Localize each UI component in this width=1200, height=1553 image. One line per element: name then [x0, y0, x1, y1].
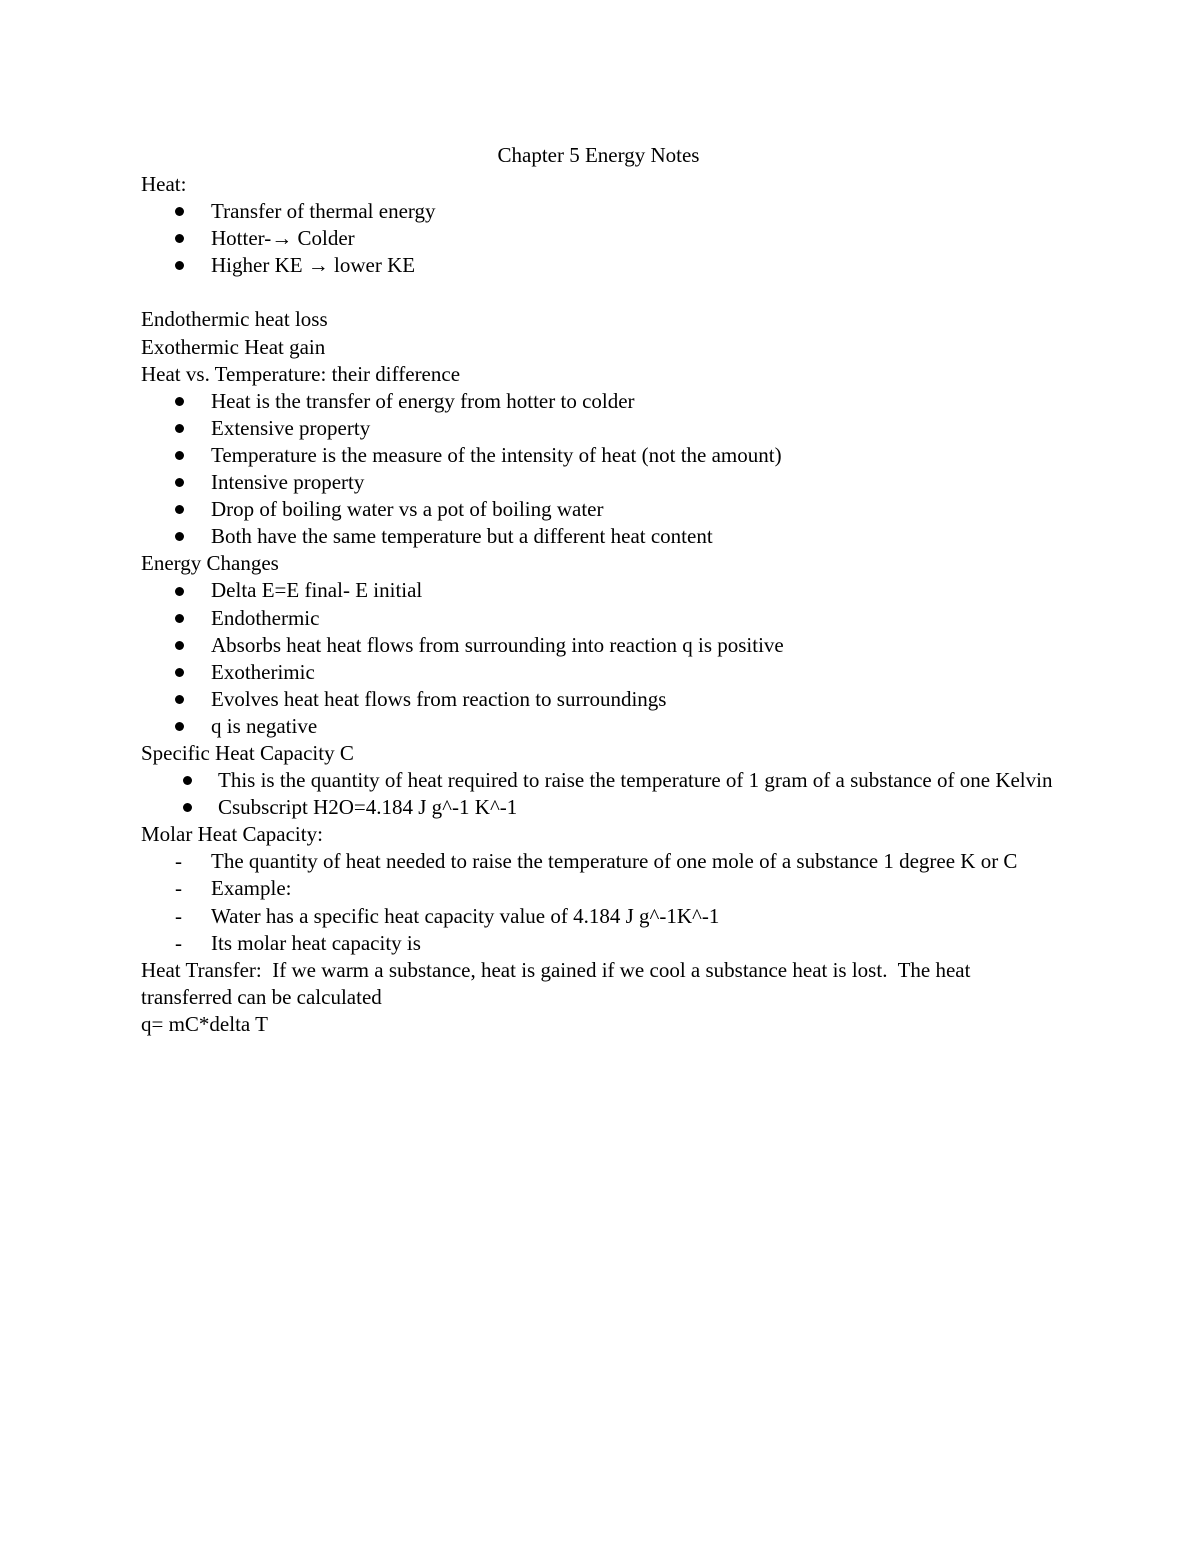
list-item	[141, 767, 1061, 794]
list-item	[141, 496, 1061, 523]
list-item-text: Extensive property	[211, 415, 371, 440]
bullet-icon	[175, 198, 195, 225]
list-item-text: Transfer of thermal energy	[211, 199, 436, 224]
list-item	[141, 686, 1061, 713]
list-item-text: Endothermic	[211, 605, 320, 630]
list-item-text: Evolves heat heat flows from reaction to surroundings	[211, 686, 667, 711]
list-item-text: Drop of boiling water vs a pot of boiling water	[211, 497, 604, 522]
specific-heat-heading: Specific Heat Capacity C	[141, 740, 354, 765]
bullet-icon	[175, 225, 195, 252]
list-item-text: Delta E=E final- E initial	[211, 578, 423, 603]
heat-vs-temperature-heading: Heat vs. Temperature: their difference	[141, 361, 461, 386]
bullet-icon	[175, 523, 195, 550]
heat-vs-temperature-list	[141, 388, 1061, 551]
bullet-icon	[183, 767, 203, 794]
list-item-text: Csubscript H2O=4.184 J g^-1 K^-1	[218, 795, 518, 820]
bullet-icon	[175, 442, 195, 469]
list-item-text: Intensive property	[211, 470, 365, 495]
bullet-icon	[175, 577, 195, 604]
list-item-text: This is the quantity of heat required to raise the temperature of 1 gram of a substance of one Kelvin	[218, 768, 1053, 793]
bullet-icon	[175, 415, 195, 442]
list-item-text: q is negative	[211, 713, 318, 738]
heat-heading: Heat:	[141, 172, 187, 196]
exothermic-line: Exothermic Heat gain	[141, 334, 326, 359]
list-item-text: Heat is the transfer of energy from hotter to colder	[211, 388, 635, 413]
list-item	[141, 252, 1061, 279]
heat-list	[141, 198, 1061, 279]
list-item	[141, 198, 1061, 225]
bullet-icon	[175, 659, 195, 686]
list-item-text: Absorbs heat heat flows from surrounding into reaction q is positive	[211, 632, 784, 657]
list-item	[141, 930, 1061, 957]
list-item	[141, 469, 1061, 496]
bullet-icon	[175, 632, 195, 659]
dash-marker: -	[175, 849, 182, 874]
list-item-text: Both have the same temperature but a different heat content	[211, 524, 713, 549]
list-item	[141, 632, 1061, 659]
list-item	[141, 225, 1061, 252]
list-item-text: The quantity of heat needed to raise the temperature of one mole of a substance 1 degree K or C	[211, 849, 1018, 874]
heat-transfer-paragraph: Heat Transfer: If we warm a substance, heat is gained if we cool a substance heat is lost. The heat transferred can be calculated	[141, 957, 976, 1009]
list-item	[141, 713, 1061, 740]
list-item-text: Water has a specific heat capacity value of 4.184 J g^-1K^-1	[211, 903, 720, 928]
list-item	[141, 875, 1061, 902]
bullet-icon	[175, 605, 195, 632]
dash-marker: -	[175, 876, 182, 901]
dash-marker: -	[175, 903, 182, 928]
bullet-icon	[175, 252, 195, 279]
bullet-icon	[183, 794, 203, 821]
molar-heat-list	[141, 848, 1061, 956]
list-item	[141, 903, 1061, 930]
list-item	[141, 848, 1061, 875]
list-item	[141, 577, 1061, 604]
list-item	[141, 415, 1061, 442]
energy-changes-heading: Energy Changes	[141, 551, 279, 576]
list-item	[141, 794, 1061, 821]
page-title: Chapter 5 Energy Notes	[497, 143, 700, 167]
blank-line	[141, 279, 1061, 306]
bullet-icon	[175, 713, 195, 740]
list-item-text: Temperature is the measure of the intensity of heat (not the amount)	[211, 442, 782, 467]
heat-transfer-formula: q= mC*delta T	[141, 1011, 268, 1036]
list-item-text: Example:	[211, 876, 292, 901]
document-page	[141, 140, 1061, 1038]
molar-heat-heading: Molar Heat Capacity:	[141, 822, 323, 847]
energy-changes-list	[141, 577, 1061, 740]
endothermic-line: Endothermic heat loss	[141, 307, 328, 332]
specific-heat-list	[141, 767, 1061, 821]
bullet-icon	[175, 686, 195, 713]
list-item-text: Exotherimic	[211, 659, 315, 684]
list-item	[141, 442, 1061, 469]
bullet-icon	[175, 496, 195, 523]
list-item	[141, 388, 1061, 415]
list-item-text: Hotter-→ Colder	[211, 226, 355, 251]
list-item-text: Its molar heat capacity is	[211, 930, 421, 955]
dash-marker: -	[175, 930, 182, 955]
list-item	[141, 659, 1061, 686]
bullet-icon	[175, 469, 195, 496]
list-item	[141, 523, 1061, 550]
bullet-icon	[175, 388, 195, 415]
list-item-text: Higher KE → lower KE	[211, 253, 416, 278]
list-item	[141, 605, 1061, 632]
